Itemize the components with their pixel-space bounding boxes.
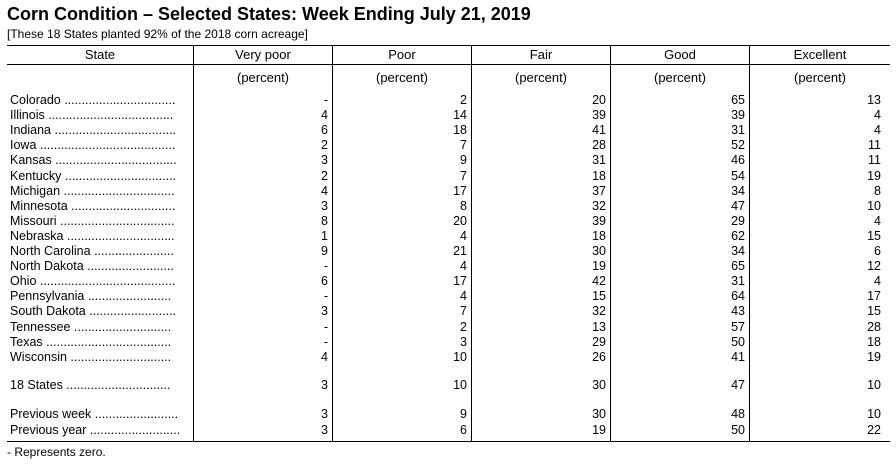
value-cell-good: 46: [731, 153, 745, 168]
table-row: [7, 199, 890, 214]
value-cell-fair: 41: [592, 123, 606, 138]
value-cell-poor: 17: [453, 274, 467, 289]
state-name-cell: Indiana ...................................: [10, 123, 177, 138]
value-cell-very-poor: 1: [321, 228, 328, 243]
value-cell-very-poor: 8: [321, 213, 328, 228]
value-cell-fair: 18: [592, 228, 606, 243]
table-row: [7, 138, 890, 153]
value-cell-good: 47: [731, 198, 745, 213]
value-cell-poor: 2: [460, 93, 467, 107]
state-name-cell: Kansas ...................................: [10, 153, 177, 168]
table-row: [7, 304, 890, 319]
value-cell-excellent: 11: [868, 153, 881, 168]
value-cell-excellent: 18: [867, 334, 881, 349]
value-cell-good: 31: [731, 274, 745, 289]
value-cell-very-poor: 3: [321, 423, 328, 437]
value-cell-fair: 29: [592, 334, 606, 349]
value-cell-excellent: 10: [867, 198, 881, 213]
value-cell-poor: 17: [453, 183, 467, 198]
value-cell-excellent: 10: [867, 407, 881, 421]
table-row: [7, 244, 890, 259]
value-cell-fair: 20: [592, 93, 606, 107]
value-cell-excellent: 4: [874, 108, 881, 123]
state-name-cell: Tennessee ............................: [10, 319, 172, 334]
previous-row: [7, 407, 890, 422]
column-header-fair: Fair: [529, 47, 553, 62]
value-cell-very-poor: 6: [321, 274, 328, 289]
value-cell-excellent: 19: [867, 349, 881, 364]
value-cell-poor: 10: [453, 378, 467, 392]
value-cell-very-poor: 2: [321, 138, 328, 153]
value-cell-poor: 20: [453, 213, 467, 228]
value-cell-fair: 26: [592, 349, 606, 364]
value-cell-fair: 31: [592, 153, 606, 168]
value-cell-fair: 39: [592, 108, 606, 123]
value-cell-poor: 9: [460, 407, 467, 421]
value-cell-very-poor: 3: [321, 407, 328, 421]
value-cell-very-poor: 4: [321, 108, 328, 123]
value-cell-fair: 42: [592, 274, 606, 289]
column-header-good: Good: [664, 47, 696, 62]
value-cell-excellent: 28: [867, 319, 881, 334]
value-cell-poor: 4: [460, 259, 467, 274]
value-cell-good: 65: [731, 93, 745, 107]
value-cell-fair: 32: [592, 198, 606, 213]
table-row: [7, 169, 890, 184]
table-row: [7, 289, 890, 304]
value-cell-good: 29: [731, 213, 745, 228]
value-cell-excellent: 4: [874, 213, 881, 228]
value-cell-good: 34: [731, 244, 745, 258]
page-subtitle: [These 18 States planted 92% of the 2018 corn acreage]: [7, 27, 308, 41]
value-cell-excellent: 15: [867, 304, 881, 319]
column-header-very-poor: Very poor: [235, 47, 291, 62]
value-cell-excellent: 17: [867, 289, 881, 304]
state-name-cell: North Carolina .......................: [10, 244, 174, 258]
value-cell-very-poor: -: [323, 289, 328, 304]
value-cell-fair: 30: [592, 407, 606, 421]
value-cell-excellent: 4: [874, 123, 881, 138]
value-cell-poor: 21: [453, 244, 467, 258]
value-cell-poor: 9: [460, 153, 467, 168]
table-row: [7, 153, 890, 168]
state-name-cell: North Dakota .........................: [10, 259, 174, 274]
value-cell-fair: 30: [592, 378, 606, 392]
table-row: [7, 350, 890, 365]
column-header-poor: Poor: [388, 47, 416, 62]
value-cell-good: 52: [731, 138, 745, 153]
state-name-cell: Wisconsin .............................: [10, 349, 172, 364]
state-name-cell: Kentucky ................................: [10, 168, 177, 183]
state-name-cell: Previous week ........................: [10, 407, 179, 421]
table-row: [7, 320, 890, 335]
value-cell-fair: 19: [592, 259, 606, 274]
value-cell-good: 31: [731, 123, 745, 138]
column-header-state: State: [84, 47, 116, 62]
value-cell-fair: 15: [592, 289, 606, 304]
state-name-cell: Ohio .......................................: [10, 274, 176, 289]
value-cell-very-poor: 3: [321, 198, 328, 213]
table-row: [7, 335, 890, 350]
value-cell-poor: 7: [460, 168, 467, 183]
value-cell-poor: 7: [460, 138, 467, 153]
state-name-cell: 18 States ..............................: [10, 378, 171, 392]
value-cell-poor: 8: [460, 198, 467, 213]
value-cell-very-poor: -: [323, 259, 328, 274]
value-cell-excellent: 11: [868, 138, 881, 153]
value-cell-excellent: 8: [874, 183, 881, 198]
unit-label: (percent): [793, 70, 847, 85]
value-cell-poor: 10: [453, 349, 467, 364]
value-cell-fair: 19: [592, 423, 606, 437]
value-cell-fair: 13: [592, 319, 606, 334]
value-cell-fair: 18: [592, 168, 606, 183]
state-name-cell: Minnesota ..............................: [10, 198, 176, 213]
value-cell-good: 48: [731, 407, 745, 421]
state-name-cell: Illinois ....................................: [10, 108, 174, 123]
value-cell-fair: 39: [592, 213, 606, 228]
value-cell-excellent: 12: [867, 259, 881, 274]
value-cell-very-poor: 2: [321, 168, 328, 183]
value-cell-very-poor: 4: [321, 183, 328, 198]
value-cell-good: 50: [731, 334, 745, 349]
table-row: [7, 274, 890, 289]
state-name-cell: Michigan ................................: [10, 183, 175, 198]
value-cell-very-poor: 3: [321, 378, 328, 392]
value-cell-fair: 30: [592, 244, 606, 258]
unit-label: (percent): [653, 70, 707, 85]
value-cell-good: 54: [731, 168, 745, 183]
state-name-cell: Colorado ................................: [10, 93, 176, 107]
value-cell-good: 50: [731, 423, 745, 437]
value-cell-good: 64: [731, 289, 745, 304]
column-header-excellent: Excellent: [793, 47, 847, 62]
table-row: [7, 184, 890, 199]
value-cell-good: 65: [731, 259, 745, 274]
value-cell-excellent: 10: [867, 378, 881, 392]
unit-label: (percent): [375, 70, 429, 85]
value-cell-good: 43: [731, 304, 745, 319]
value-cell-excellent: 6: [874, 244, 881, 258]
value-cell-very-poor: 9: [321, 244, 328, 258]
value-cell-poor: 2: [460, 319, 467, 334]
value-cell-good: 34: [731, 183, 745, 198]
value-cell-poor: 4: [460, 228, 467, 243]
value-cell-good: 57: [731, 319, 745, 334]
footnote: - Represents zero.: [7, 445, 106, 459]
unit-label: (percent): [514, 70, 568, 85]
table-row: [7, 123, 890, 138]
value-cell-poor: 14: [453, 108, 467, 123]
value-cell-good: 41: [731, 349, 745, 364]
state-name-cell: Iowa .......................................: [10, 138, 176, 153]
value-cell-good: 47: [731, 378, 745, 392]
table-row: [7, 259, 890, 274]
value-cell-very-poor: 3: [321, 153, 328, 168]
state-name-cell: Nebraska ...............................: [10, 228, 175, 243]
value-cell-good: 62: [731, 228, 745, 243]
value-cell-fair: 37: [592, 183, 606, 198]
page-title: Corn Condition – Selected States: Week Ending July 21, 2019: [7, 4, 531, 24]
unit-label: (percent): [236, 70, 290, 85]
state-name-cell: Previous year ..........................: [10, 423, 181, 437]
value-cell-excellent: 19: [867, 168, 881, 183]
value-cell-very-poor: -: [323, 319, 328, 334]
state-name-cell: South Dakota .........................: [10, 304, 177, 319]
value-cell-poor: 4: [460, 289, 467, 304]
value-cell-excellent: 13: [867, 93, 881, 107]
value-cell-poor: 6: [460, 423, 467, 437]
state-name-cell: Pennsylvania ........................: [10, 289, 172, 304]
value-cell-very-poor: -: [323, 93, 328, 107]
value-cell-very-poor: 4: [321, 349, 328, 364]
value-cell-very-poor: 3: [321, 304, 328, 319]
value-cell-very-poor: -: [323, 334, 328, 349]
table-row: [7, 229, 890, 244]
state-name-cell: Texas ....................................: [10, 334, 172, 349]
table-bottom-border: [7, 441, 890, 442]
value-cell-fair: 32: [592, 304, 606, 319]
header-divider: [7, 64, 890, 65]
value-cell-poor: 18: [453, 123, 467, 138]
previous-row: [7, 423, 890, 438]
value-cell-excellent: 15: [867, 228, 881, 243]
table-row: [7, 93, 890, 108]
table-top-border: [7, 45, 890, 46]
table-row: [7, 214, 890, 229]
value-cell-fair: 28: [592, 138, 606, 153]
value-cell-good: 39: [731, 108, 745, 123]
state-name-cell: Missouri .................................: [10, 213, 175, 228]
total-row: [7, 378, 890, 393]
value-cell-excellent: 22: [867, 423, 881, 437]
value-cell-poor: 7: [460, 304, 467, 319]
value-cell-very-poor: 6: [321, 123, 328, 138]
table-row: [7, 108, 890, 123]
value-cell-excellent: 4: [874, 274, 881, 289]
value-cell-poor: 3: [460, 334, 467, 349]
